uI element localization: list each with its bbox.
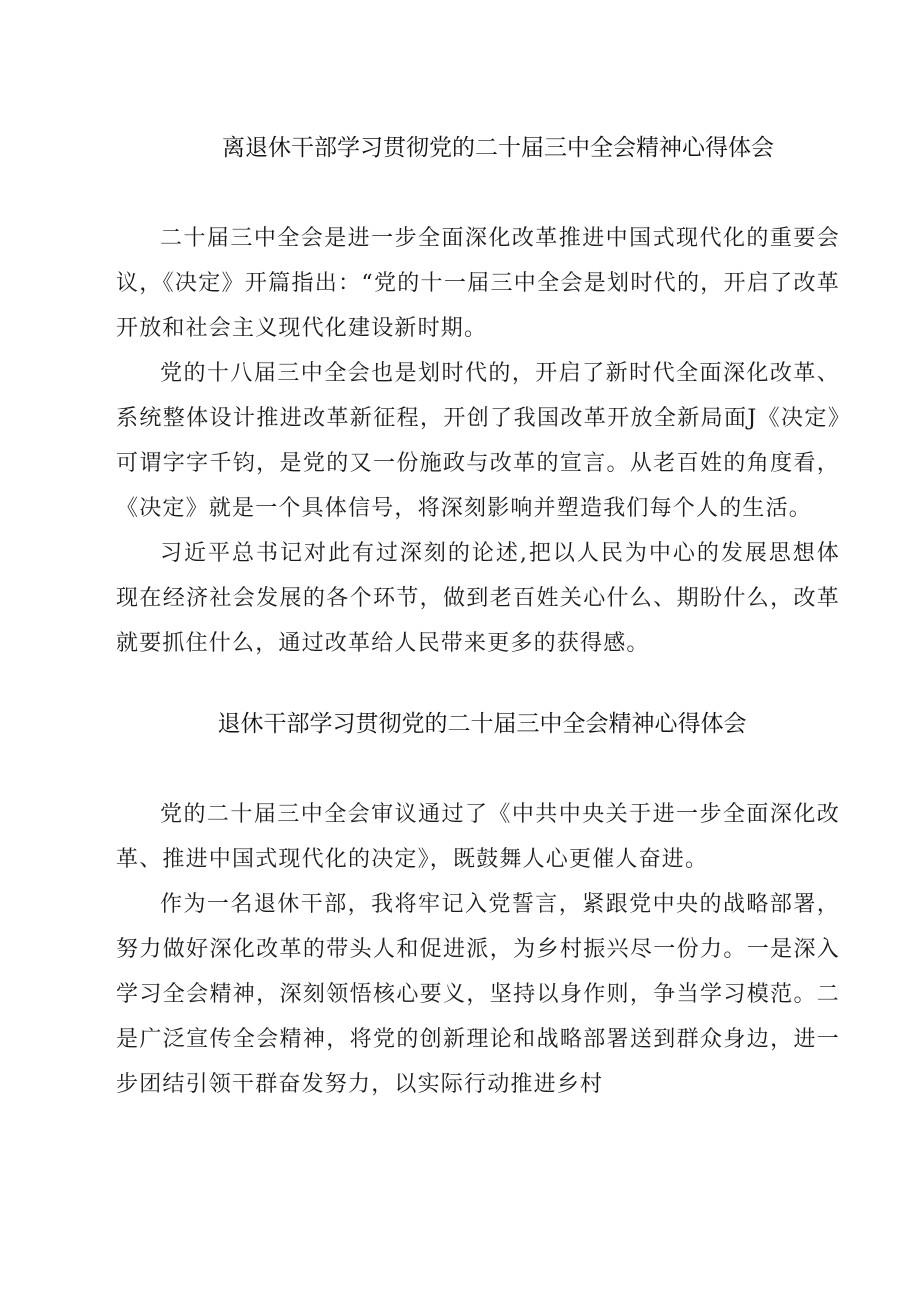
paragraph: 党的十八届三中全会也是划时代的，开启了新时代全面深化改革、系统整体设计推进改革新征程，开创了我国改革开放全新局面J《决定》可谓字字千钧，是党的又一份施政与改革的宣言。从老百姓的角度看，《决定》就是一个具体信号，将深刻影响并塑造我们每个人的生活。 [116,361,840,521]
article-title: 离退休干部学习贯彻党的二十届三中全会精神心得体会 [222,135,774,161]
article-body [116,216,840,666]
article-body [116,792,840,1107]
article-section-1 [116,130,840,666]
paragraph: 作为一名退休干部，我将牢记入党誓言，紧跟党中央的战略部署，努力做好深化改革的带头人和促进派，为乡村振兴尽一份力。一是深入学习全会精神，深刻领悟核心要义，坚持以身作则，争当学习模范。二是广泛宣传全会精神，将党的创新理论和战略部署送到群众身边，进一步团结引领干群奋发努力，以实际行动推进乡村 [116,892,840,1097]
paragraph: 党的二十届三中全会审议通过了《中共中央关于进一步全面深化改革、推进中国式现代化的决定》，既鼓舞人心更催人奋进。 [116,802,840,872]
article-section-2 [116,706,840,1107]
paragraph: 习近平总书记对此有过深刻的论述,把以人民为中心的发展思想体现在经济社会发展的各个环节，做到老百姓关心什么、期盼什么，改革就要抓住什么，通过改革给人民带来更多的获得感。 [116,541,840,656]
article-title: 退休干部学习贯彻党的二十届三中全会精神心得体会 [217,711,747,737]
paragraph: 二十届三中全会是进一步全面深化改革推进中国式现代化的重要会议，《决定》开篇指出：“党的十一届三中全会是划时代的，开启了改革开放和社会主义现代化建设新时期。 [116,226,840,341]
